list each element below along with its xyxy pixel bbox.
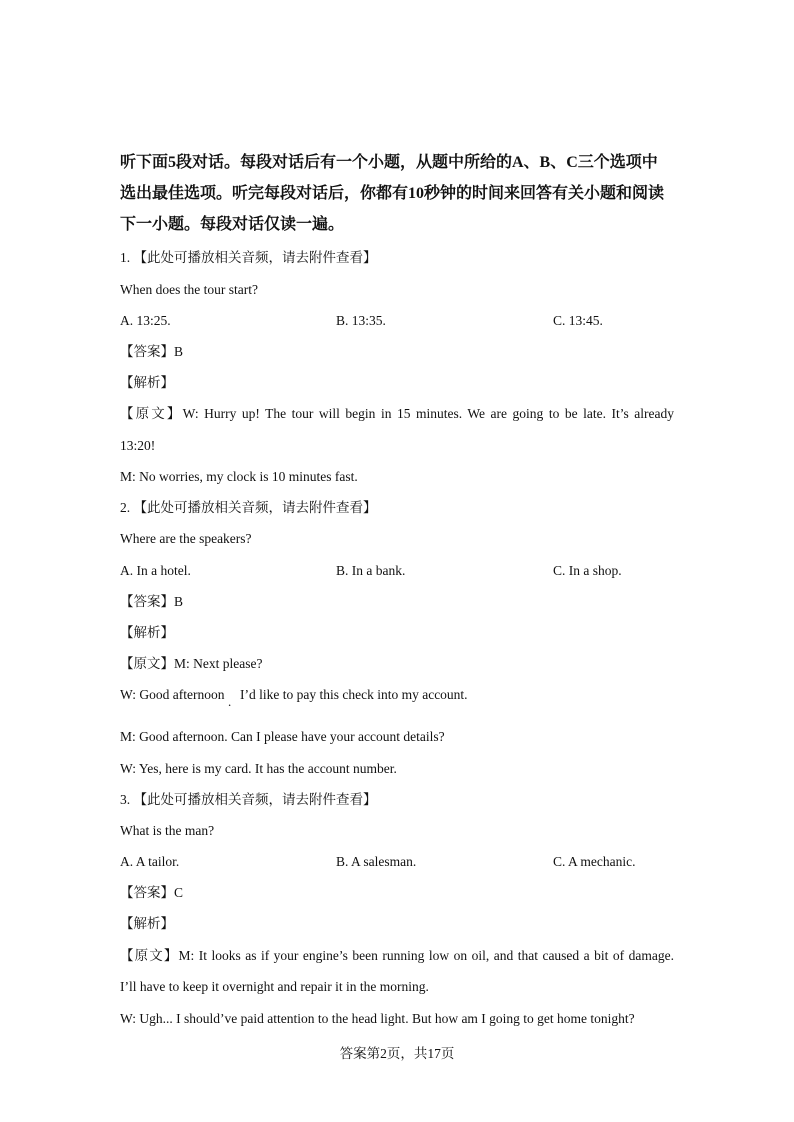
q2-transcript-line-2b: I’d like to pay this check into my account. [240, 687, 468, 702]
q3-audio-note[interactable]: 3. 【此处可播放相关音频，请去附件查看】 [120, 792, 377, 807]
instructions-line-2: 选出最佳选项。听完每段对话后，你都有10秒钟的时间来回答有关小题和阅读 [120, 185, 665, 202]
q2-audio-note[interactable]: 2. 【此处可播放相关音频，请去附件查看】 [120, 500, 377, 515]
q2-transcript-line-3: M: Good afternoon. Can I please have your account details? [120, 729, 445, 744]
q2-answer: 【答案】B [120, 594, 184, 609]
section-instructions [120, 147, 676, 240]
q1-transcript-line-3: M: No worries, my clock is 10 minutes fast. [120, 469, 358, 484]
q1-transcript-line-2: 13:20! [120, 438, 156, 453]
q2-transcript-line-4: W: Yes, here is my card. It has the account number. [120, 761, 397, 776]
q2-transcript-line-1: 【原文】M: Next please? [120, 656, 263, 671]
q2-option-c: C. In a shop. [553, 563, 622, 578]
q3-transcript-line-2: I’ll have to keep it overnight and repair it in the morning. [120, 979, 429, 994]
q2-transcript-line-2a: W: Good afternoon [120, 687, 225, 702]
q2-option-b: B. In a bank. [336, 563, 406, 578]
q1-option-b: B. 13:35. [336, 313, 386, 328]
q2-question: Where are the speakers? [120, 531, 252, 546]
q1-audio-note[interactable]: 1. 【此处可播放相关音频，请去附件查看】 [120, 250, 377, 265]
instructions-line-3: 下一小题。每段对话仅读一遍。 [120, 216, 345, 233]
q1-option-c: C. 13:45. [553, 313, 603, 328]
q1-option-a: A. 13:25. [120, 313, 171, 328]
q1-transcript-line-1: 【原文】W: Hurry up! The tour will begin in 15 minutes. We are going to be late. It’s already [120, 406, 674, 421]
instructions-line-1: 听下面5段对话。每段对话后有一个小题，从题中所给的A、B、C三个选项中 [120, 154, 658, 171]
q3-analysis-label: 【解析】 [120, 916, 174, 931]
page-footer: 答案第2页，共17页 [339, 1046, 455, 1061]
q1-analysis-label: 【解析】 [120, 375, 174, 390]
q3-option-b: B. A salesman. [336, 854, 417, 869]
q1-answer: 【答案】B [120, 344, 184, 359]
q3-answer: 【答案】C [120, 885, 184, 900]
q3-transcript-line-1: 【原文】M: It looks as if your engine’s been running low on oil, and that caused a bit of damage. [120, 948, 674, 963]
q3-option-a: A. A tailor. [120, 854, 180, 869]
q2-analysis-label: 【解析】 [120, 625, 174, 640]
q2-option-a: A. In a hotel. [120, 563, 191, 578]
stray-period-mark: . [228, 694, 232, 709]
q3-question: What is the man? [120, 823, 215, 838]
q1-question: When does the tour start? [120, 282, 258, 297]
q3-option-c: C. A mechanic. [553, 854, 636, 869]
q3-transcript-line-3: W: Ugh... I should’ve paid attention to the head light. But how am I going to get home tonight? [120, 1011, 635, 1026]
